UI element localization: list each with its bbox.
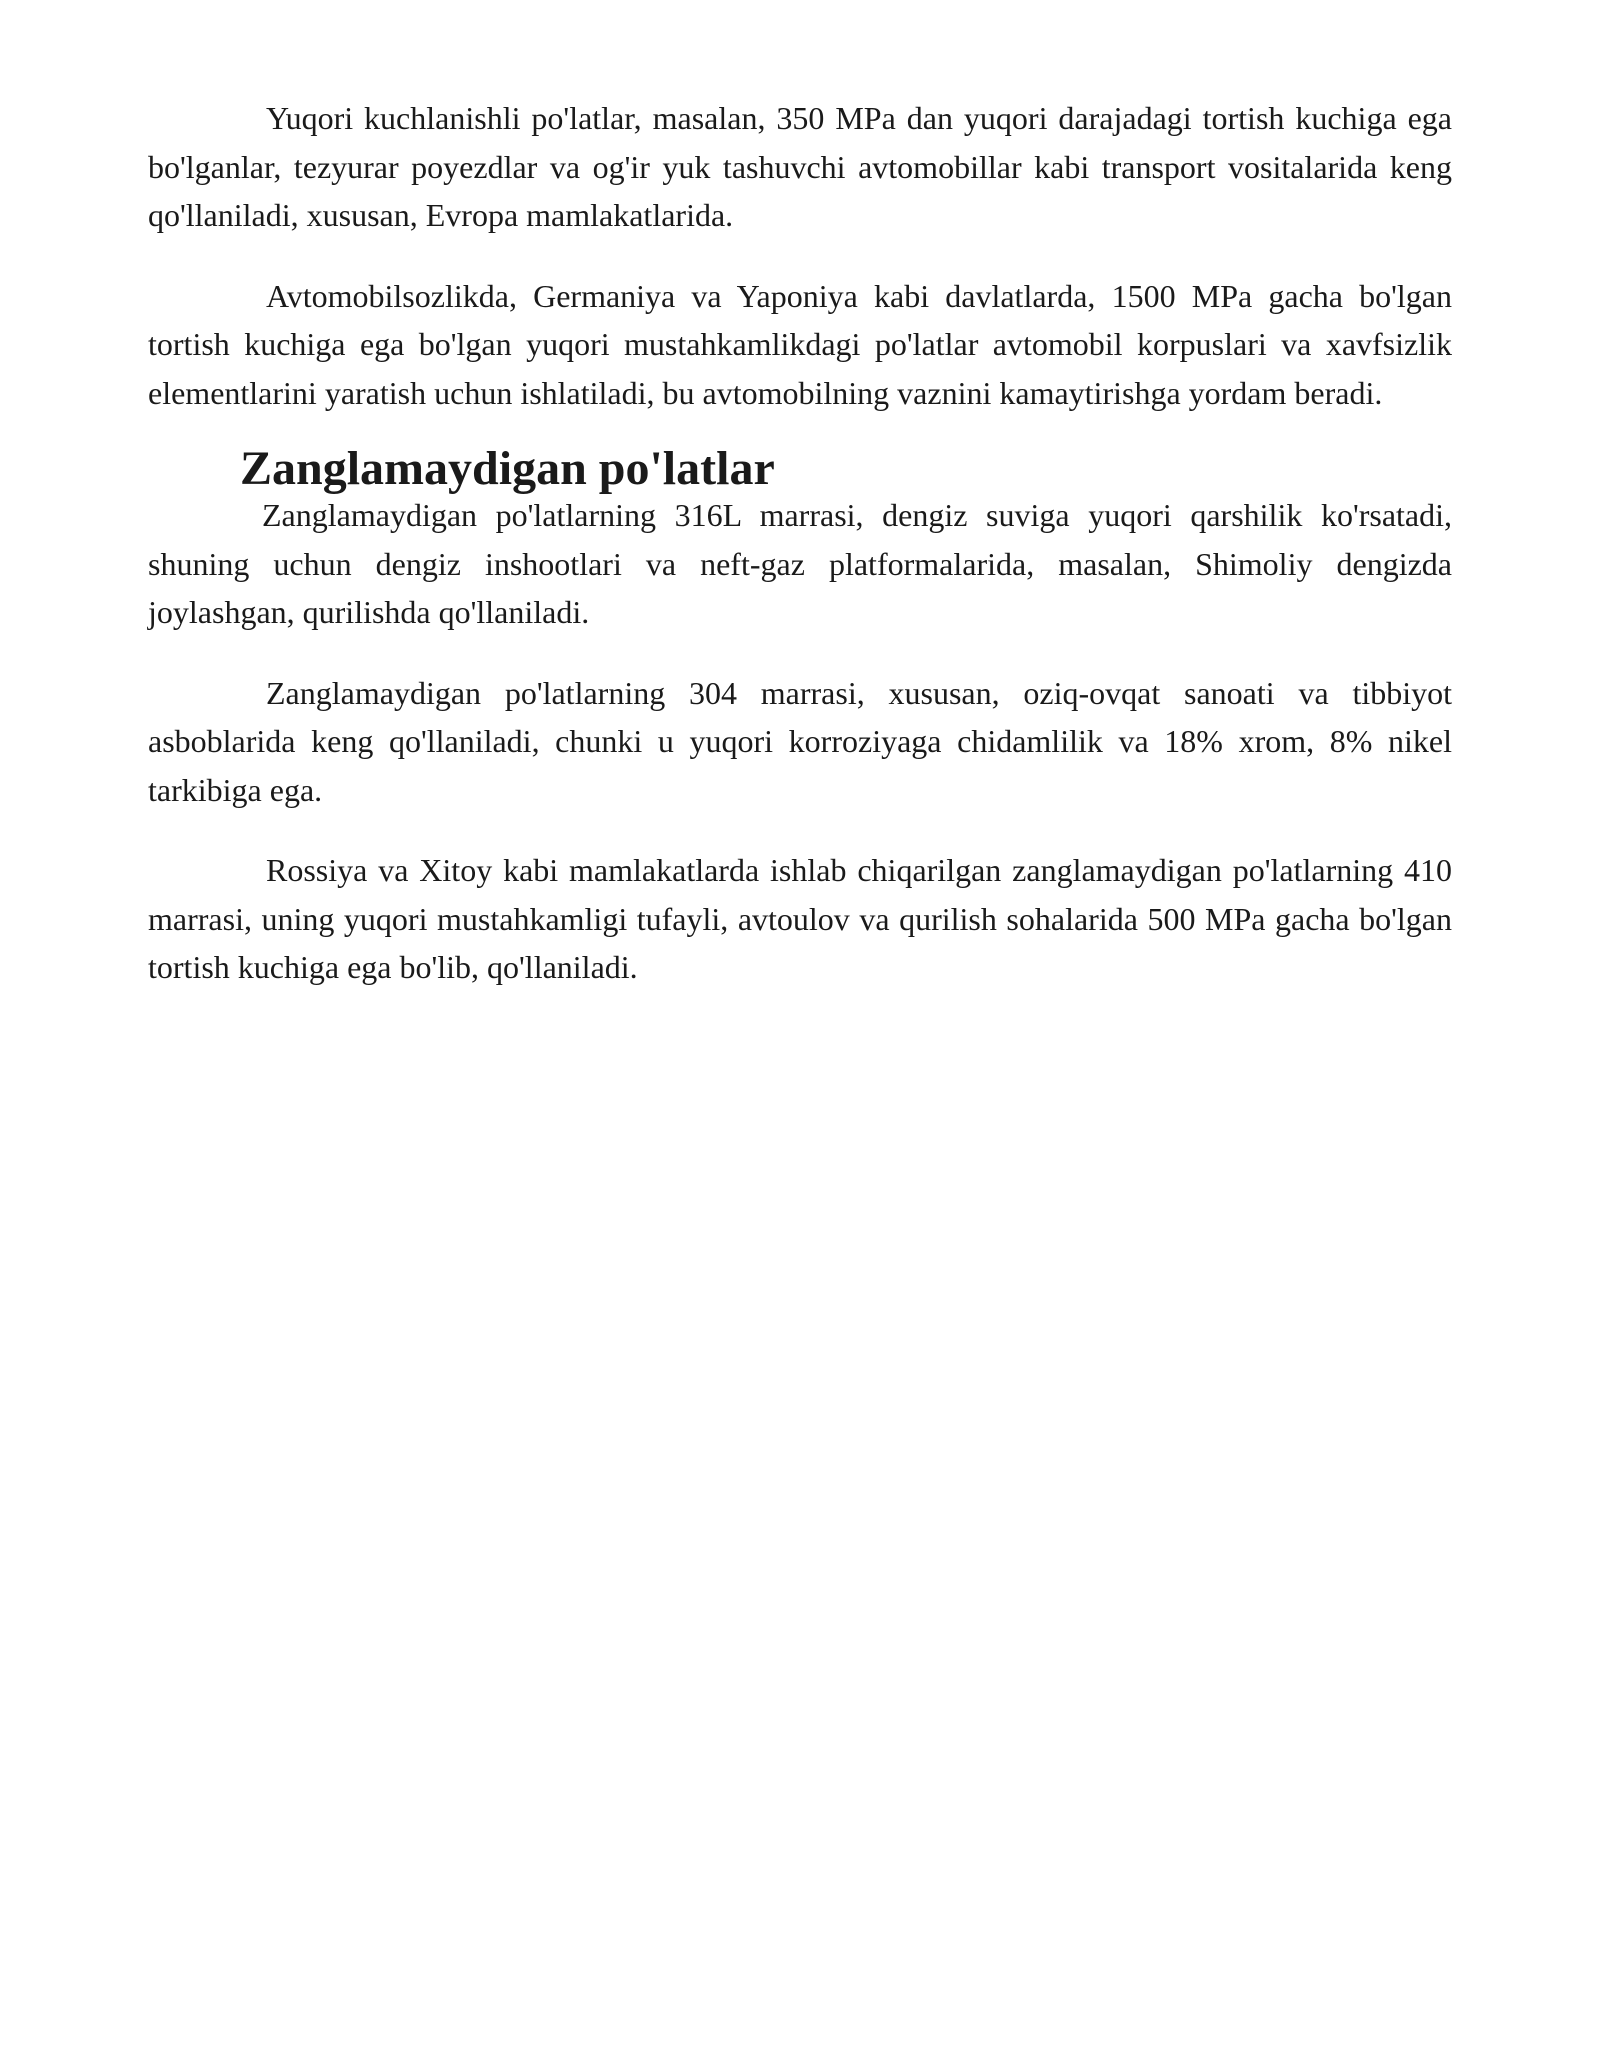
section-heading-stainless-steels: Zanglamaydigan po'latlar <box>240 442 775 495</box>
paragraph-316l-grade: Zanglamaydigan po'latlarning 316L marrasi, dengiz suviga yuqori qarshilik ko'rsatadi, shuning uchun dengiz inshootlari va neft-gaz platformalarida, masalan, Shimoliy dengizda joylashgan, qurilishda qo'llaniladi. <box>148 497 1452 630</box>
paragraph-high-strength-steels: Yuqori kuchlanishli po'latlar, masalan, 350 MPa dan yuqori darajadagi tortish kuchiga ega bo'lganlar, tezyurar poyezdlar va og'ir yuk tashuvchi avtomobillar kabi transport vositalarida keng qo'llaniladi, xususan, Evropa mamlakatlarida. <box>148 100 1452 233</box>
paragraph-304-grade: Zanglamaydigan po'latlarning 304 marrasi, xususan, oziq-ovqat sanoati va tibbiyot asboblarida keng qo'llaniladi, chunki u yuqori korroziyaga chidamlilik va 18% xrom, 8% nikel tarkibiga ega. <box>148 674 1452 808</box>
paragraph-410-grade: Rossiya va Xitoy kabi mamlakatlarda ishlab chiqarilgan zanglamaydigan po'latlarning 410 marrasi, uning yuqori mustahkamligi tufayli, avtoulov va qurilish sohalarida 500 MPa gacha bo'lgan tortish kuchiga ega bo'lib, qo'llaniladi. <box>148 852 1452 985</box>
document-body <box>148 94 1452 992</box>
paragraph-automotive-steels: Avtomobilsozlikda, Germaniya va Yaponiya kabi davlatlarda, 1500 MPa gacha bo'lgan tortish kuchiga ega bo'lgan yuqori mustahkamlikdagi po'latlar avtomobil korpuslari va xavfsizlik elementlarini yaratish uchun ishlatiladi, bu avtomobilning vaznini kamaytirishga yordam beradi. <box>148 277 1452 411</box>
